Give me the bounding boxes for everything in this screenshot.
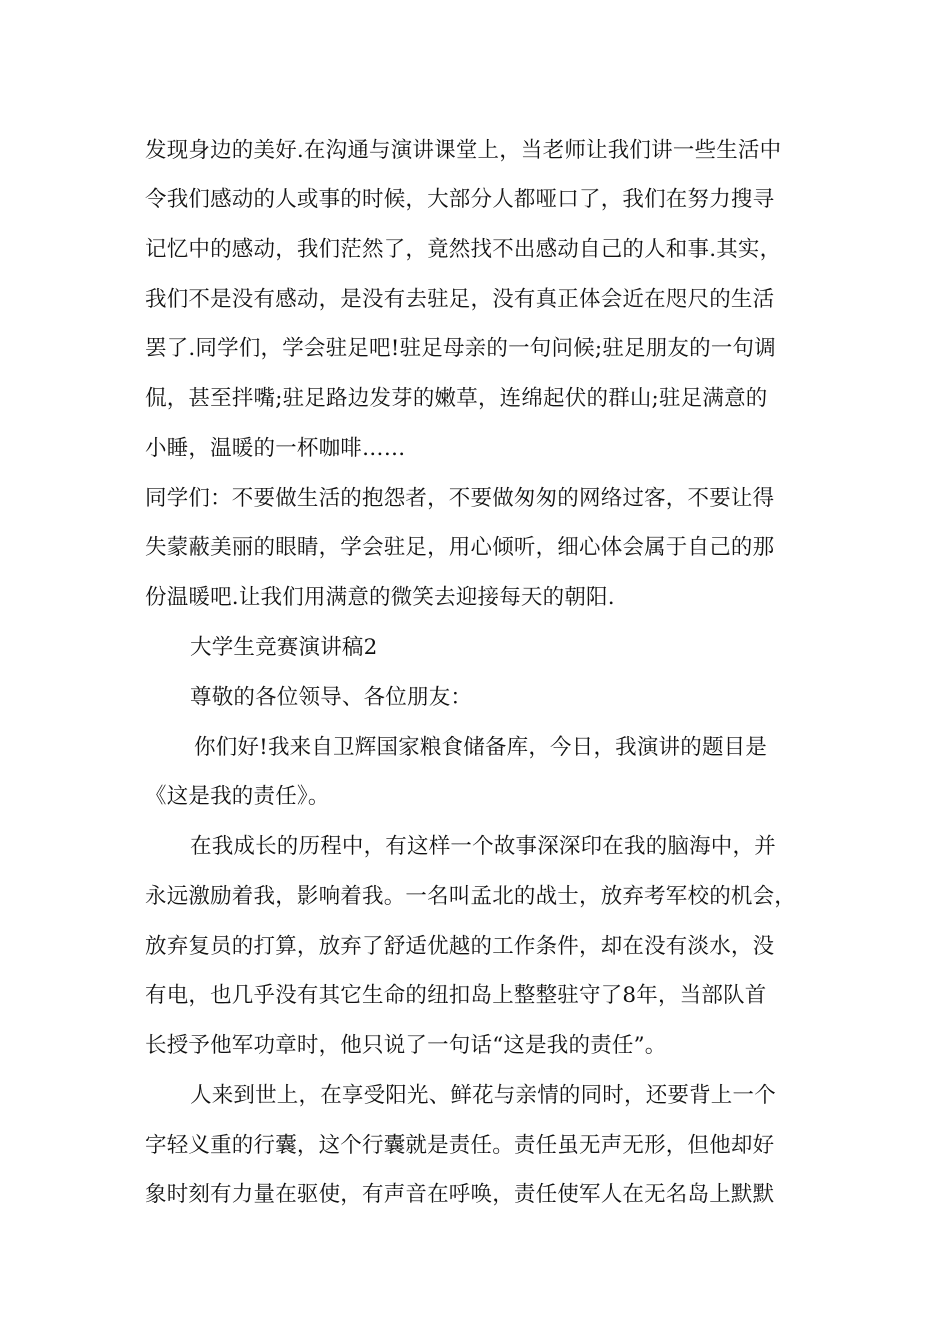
paragraph-line: 长授予他军功章时，他只说了一句话“这是我的责任”。 bbox=[145, 1033, 667, 1058]
paragraph-line: 同学们：不要做生活的抱怨者，不要做匆匆的网络过客，不要让得 bbox=[145, 486, 775, 511]
paragraph-line: 放弃复员的打算，放弃了舒适优越的工作条件，却在没有淡水，没 bbox=[145, 934, 775, 959]
section-title: 大学生竞赛演讲稿2 bbox=[190, 635, 378, 660]
paragraph-line: 罢了.同学们，学会驻足吧!驻足母亲的一句问候;驻足朋友的一句调 bbox=[145, 336, 776, 361]
paragraph-line: 你们好!我来自卫辉国家粮食储备库，今日，我演讲的题目是 bbox=[194, 735, 768, 760]
paragraph-line: 象时刻有力量在驱使，有声音在呼唤，责任使军人在无名岛上默默 bbox=[145, 1182, 775, 1207]
paragraph-line: 小睡，温暖的一杯咖啡…… bbox=[145, 436, 406, 461]
salutation: 尊敬的各位领导、各位朋友： bbox=[190, 685, 473, 710]
paragraph-line: 份温暖吧.让我们用满意的微笑去迎接每天的朝阳. bbox=[145, 585, 615, 610]
paragraph-line: 侃，甚至拌嘴;驻足路边发芽的嫩草，连绵起伏的群山;驻足满意的 bbox=[145, 386, 768, 411]
paragraph-line: 有电，也几乎没有其它生命的纽扣岛上整整驻守了8年，当部队首 bbox=[145, 983, 767, 1008]
paragraph-line: 在我成长的历程中，有这样一个故事深深印在我的脑海中，并 bbox=[190, 834, 776, 859]
paragraph-line: 字轻义重的行囊，这个行囊就是责任。责任虽无声无形，但他却好 bbox=[145, 1133, 775, 1158]
paragraph-line: 人来到世上，在享受阳光、鲜花与亲情的同时，还要背上一个 bbox=[190, 1083, 776, 1108]
paragraph-line: 记忆中的感动，我们茫然了，竟然找不出感动自己的人和事.其实， bbox=[145, 237, 782, 262]
paragraph-line: 发现身边的美好.在沟通与演讲课堂上，当老师让我们讲一些生活中 bbox=[145, 138, 782, 163]
paragraph-line: 令我们感动的人或事的时候，大部分人都哑口了，我们在努力搜寻 bbox=[145, 187, 775, 212]
paragraph-line: 我们不是没有感动，是没有去驻足，没有真正体会近在咫尺的生活 bbox=[145, 287, 775, 312]
paragraph-line: 失蒙蔽美丽的眼睛，学会驻足，用心倾听，细心体会属于自己的那 bbox=[145, 535, 775, 560]
paragraph-line: 永远激励着我，影响着我。一名叫孟北的战士，放弃考军校的机会， bbox=[145, 884, 797, 909]
paragraph-line: 《这是我的责任》。 bbox=[145, 784, 330, 809]
